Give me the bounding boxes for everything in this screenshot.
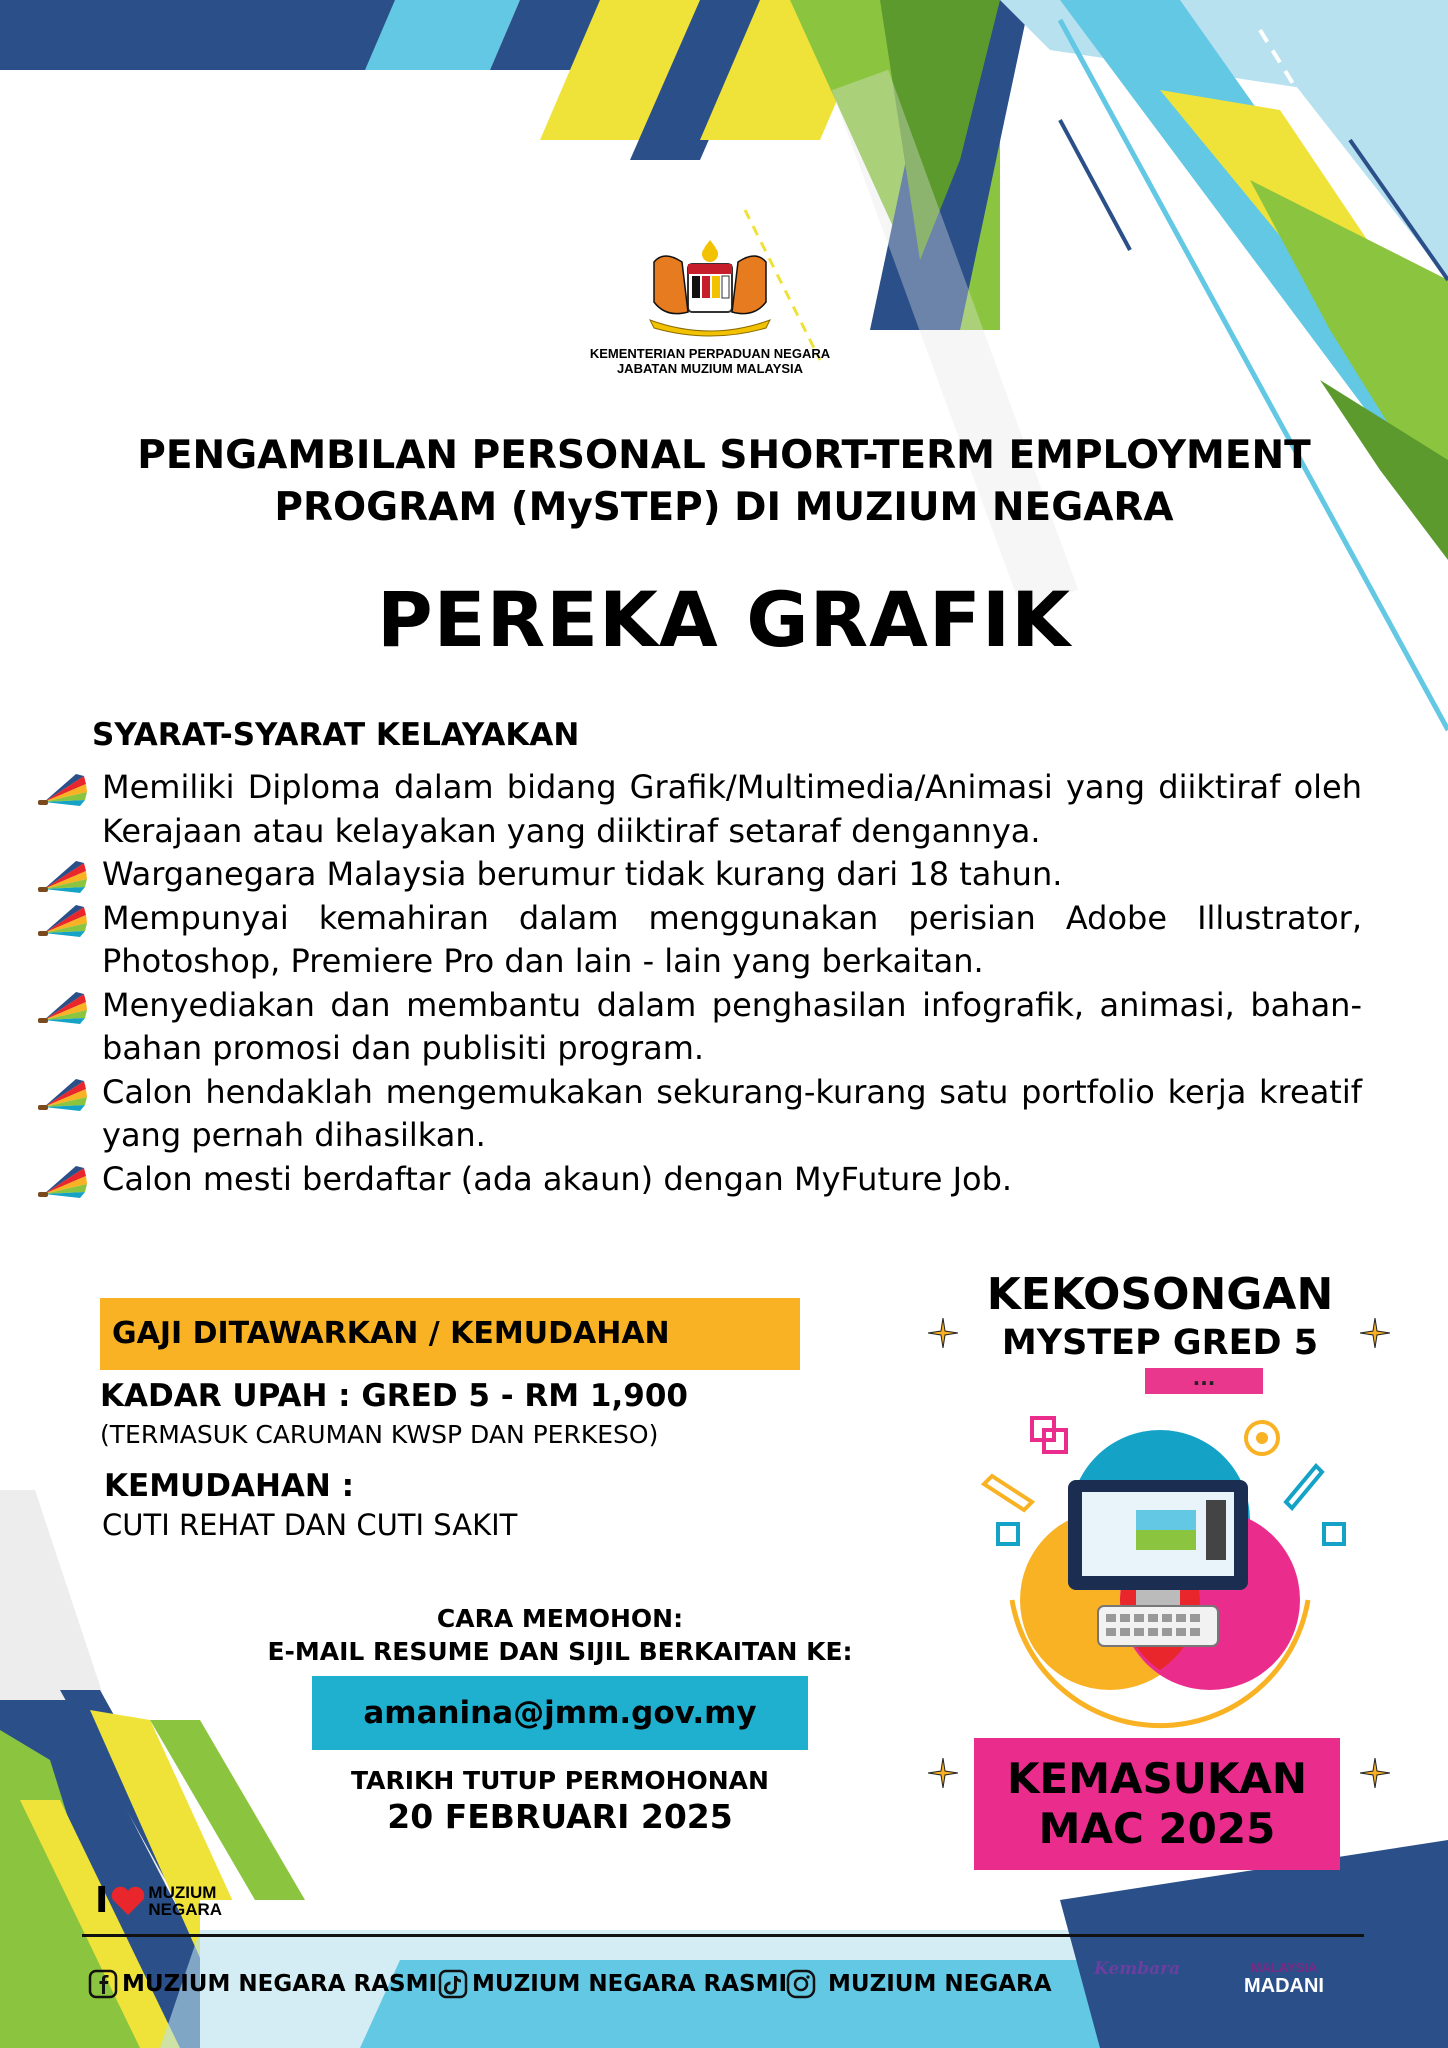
requirement-text: Calon hendaklah mengemukakan sekurang-kurang satu portfolio kerja kreatif yang pernah dihasilkan. [102, 1072, 1362, 1154]
benefits-label: KEMUDAHAN : [104, 1468, 355, 1504]
requirement-text: Memiliki Diploma dalam bidang Grafik/Multimedia/Animasi yang diiktiraf oleh Kerajaan atau kelayakan yang diiktiraf setaraf dengannya. [102, 768, 1362, 850]
entry-date-box [974, 1738, 1340, 1870]
vacancy-dots: ... [1192, 1366, 1216, 1390]
logo-i: I [95, 1880, 109, 1921]
vacancy-title: KEKOSONGAN [986, 1269, 1334, 1320]
requirement-text: Calon mesti berdaftar (ada akaun) dengan MyFuture Job. [102, 1159, 1013, 1198]
partner1-line1: Kembara [1094, 1959, 1181, 1979]
wage-note: (TERMASUK CARUMAN KWSP DAN PERKESO) [100, 1420, 659, 1449]
fan-icon [36, 772, 88, 808]
tiktok-icon [438, 1969, 468, 1999]
sparkle-icon [928, 1758, 958, 1788]
requirement-item [36, 766, 1362, 853]
facebook-icon [88, 1969, 118, 1999]
vacancy-dots-bar [1145, 1368, 1263, 1394]
sparkle-icon [1360, 1318, 1390, 1348]
malaysia-madani-logo [1244, 1960, 1324, 1996]
fan-icon [36, 903, 88, 939]
sparkle-icon [1360, 1758, 1390, 1788]
requirement-item [36, 853, 1362, 897]
fan-icon [36, 1077, 88, 1113]
requirements-list [36, 766, 1362, 1201]
headline-line2: PROGRAM (MySTEP) DI MUZIUM NEGARA [274, 485, 1174, 530]
entry-line1: KEMASUKAN [1006, 1754, 1308, 1803]
footer-divider [82, 1934, 1364, 1937]
closing-label: TARIKH TUTUP PERMOHONAN [351, 1766, 769, 1795]
ministry-name [500, 346, 920, 376]
partner2-line2: MADANI [1244, 1975, 1324, 1997]
sparkle-icon [928, 1318, 958, 1348]
requirement-text: Mempunyai kemahiran dalam menggunakan perisian Adobe Illustrator, Photoshop, Premiere Pro dan lain - lain yang berkaitan. [102, 898, 1362, 980]
graphic-designer-workstation-icon [960, 1400, 1360, 1740]
kembara-perpaduan-logo [1068, 1960, 1198, 1996]
requirement-item [36, 1071, 1362, 1158]
headline-line1: PENGAMBILAN PERSONAL SHORT-TERM EMPLOYMENT [137, 433, 1311, 478]
apply-instructions [200, 1602, 920, 1668]
fan-icon [36, 990, 88, 1026]
wage-rate: KADAR UPAH : GRED 5 - RM 1,900 [100, 1378, 688, 1414]
social-facebook[interactable] [88, 1969, 437, 1999]
requirement-text: Warganegara Malaysia berumur tidak kurang dari 18 tahun. [102, 855, 1063, 893]
facebook-label: MUZIUM NEGARA RASMI [122, 1971, 438, 1997]
social-instagram[interactable] [786, 1969, 1052, 1999]
benefits-value: CUTI REHAT DAN CUTI SAKIT [102, 1508, 518, 1542]
salary-badge: GAJI DITAWARKAN / KEMUDAHAN [100, 1298, 800, 1370]
job-title: PEREKA GRAFIK [376, 575, 1072, 664]
vacancy-subtitle: MYSTEP GRED 5 [1001, 1323, 1319, 1363]
partner1-line2: PERPADUAN [1098, 1978, 1199, 1995]
requirement-text: Menyediakan dan membantu dalam penghasilan infografik, animasi, bahan-bahan promosi dan publisiti program. [102, 985, 1362, 1067]
instagram-icon [786, 1969, 816, 1999]
apply-heading: CARA MEMOHON: [436, 1604, 684, 1633]
partner2-line1: MALAYSIA [1250, 1960, 1318, 1975]
apply-instruction: E-MAIL RESUME DAN SIJIL BERKAITAN KE: [267, 1637, 853, 1666]
instagram-label: MUZIUM NEGARA [828, 1971, 1052, 1997]
headline [60, 430, 1388, 534]
fan-icon [36, 1164, 88, 1200]
muzium-negara-logo [95, 1880, 222, 1921]
entry-line2: MAC 2025 [1038, 1804, 1276, 1853]
ministry-line1: KEMENTERIAN PERPADUAN NEGARA [589, 346, 831, 361]
requirement-item [36, 1158, 1362, 1202]
logo-line1: MUZIUM [148, 1882, 217, 1902]
email-address[interactable]: amanina@jmm.gov.my [312, 1676, 808, 1750]
heart-icon [110, 1885, 146, 1917]
coat-of-arms-icon [640, 238, 780, 338]
fan-icon [36, 859, 88, 895]
logo-line2: NEGARA [148, 1899, 223, 1919]
requirement-item [36, 984, 1362, 1071]
ministry-line2: JABATAN MUZIUM MALAYSIA [616, 361, 804, 376]
social-tiktok[interactable] [438, 1969, 787, 1999]
tiktok-label: MUZIUM NEGARA RASMI [472, 1971, 788, 1997]
requirements-heading: SYARAT-SYARAT KELAYAKAN [92, 717, 580, 753]
closing-date: 20 FEBRUARI 2025 [387, 1797, 733, 1836]
requirement-item [36, 897, 1362, 984]
